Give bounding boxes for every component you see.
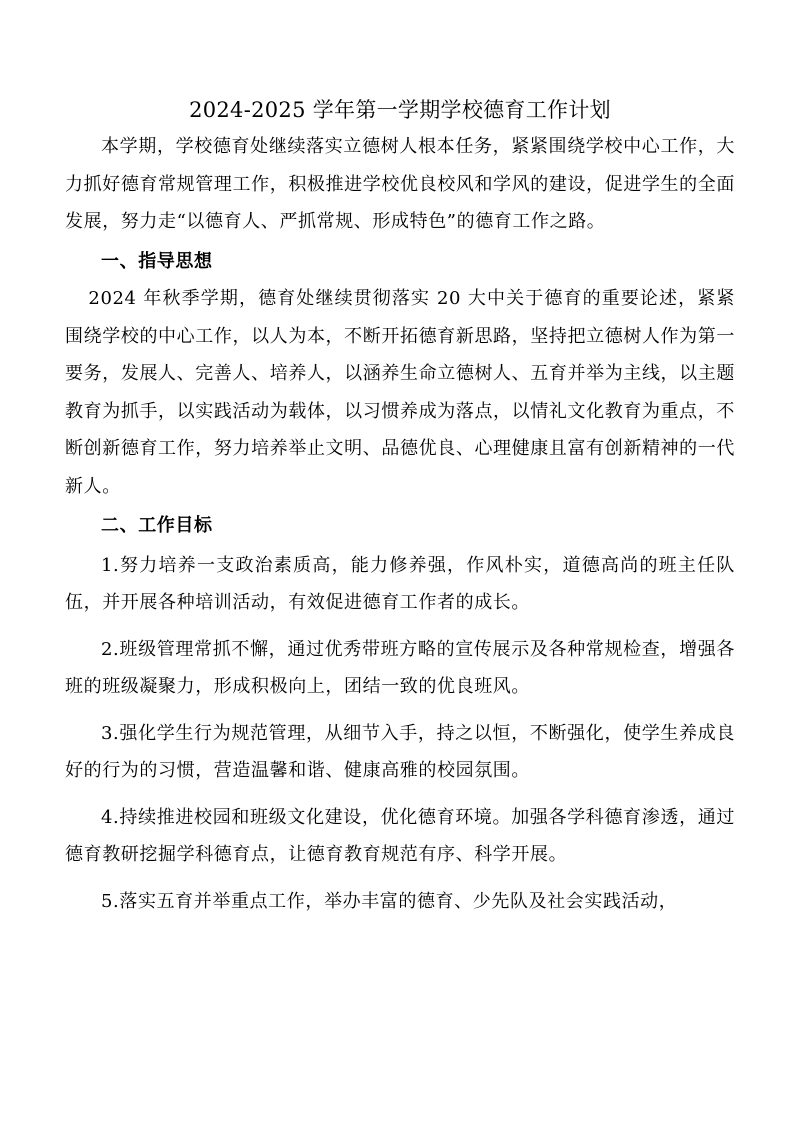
section-heading-work-goals: 二、工作目标 (101, 515, 213, 536)
goal-item-2: 2.班级管理常抓不懈，通过优秀带班方略的宣传展示及各种常规检查，增强各班的班级凝聚力，形成积极向上，团结一致的优良班风。 (65, 638, 735, 697)
guiding-ideology-paragraph: 2024 年秋季学期，德育处继续贯彻落实 20 大中关于德育的重要论述，紧紧围绕学校的中心工作，以人为本，不断开拓德育新思路，坚持把立德树人作为第一要务，发展人、完善人、培养人，以涵养生命立德树人、五育并举为主线，以主题教育为抓手，以实践活动为载体，以习惯养成为落点，以情礼文化教育为重点，不断创新德育工作，努力培养举止文明、品德优良、心理健康且富有创新精神的一代新人。 (65, 288, 735, 497)
goal-item-3: 3.强化学生行为规范管理，从细节入手，持之以恒，不断强化，使学生养成良好的行为的习惯，营造温馨和谐、健康高雅的校园氛围。 (65, 722, 735, 781)
goal-item-4: 4.持续推进校园和班级文化建设，优化德育环境。加强各学科德育渗透，通过德育教研挖掘学科德育点，让德育教育规范有序、科学开展。 (65, 806, 735, 865)
document-page (65, 92, 735, 920)
section-heading-guiding-ideology: 一、指导思想 (101, 250, 213, 272)
intro-paragraph: 本学期，学校德育处继续落实立德树人根本任务，紧紧围绕学校中心工作，大力抓好德育常规管理工作，积极推进学校优良校风和学风的建设，促进学生的全面发展，努力走“以德育人、严抓常规、形成特色”的德育工作之路。 (65, 136, 735, 232)
document-title: 2024-2025 学年第一学期学校德育工作计划 (189, 98, 611, 122)
goal-item-1: 1.努力培养一支政治素质高，能力修养强，作风朴实，道德高尚的班主任队伍，并开展各种培训活动，有效促进德育工作者的成长。 (65, 554, 735, 613)
goal-item-5: 5.落实五育并举重点工作，举办丰富的德育、少先队及社会实践活动， (101, 890, 678, 912)
